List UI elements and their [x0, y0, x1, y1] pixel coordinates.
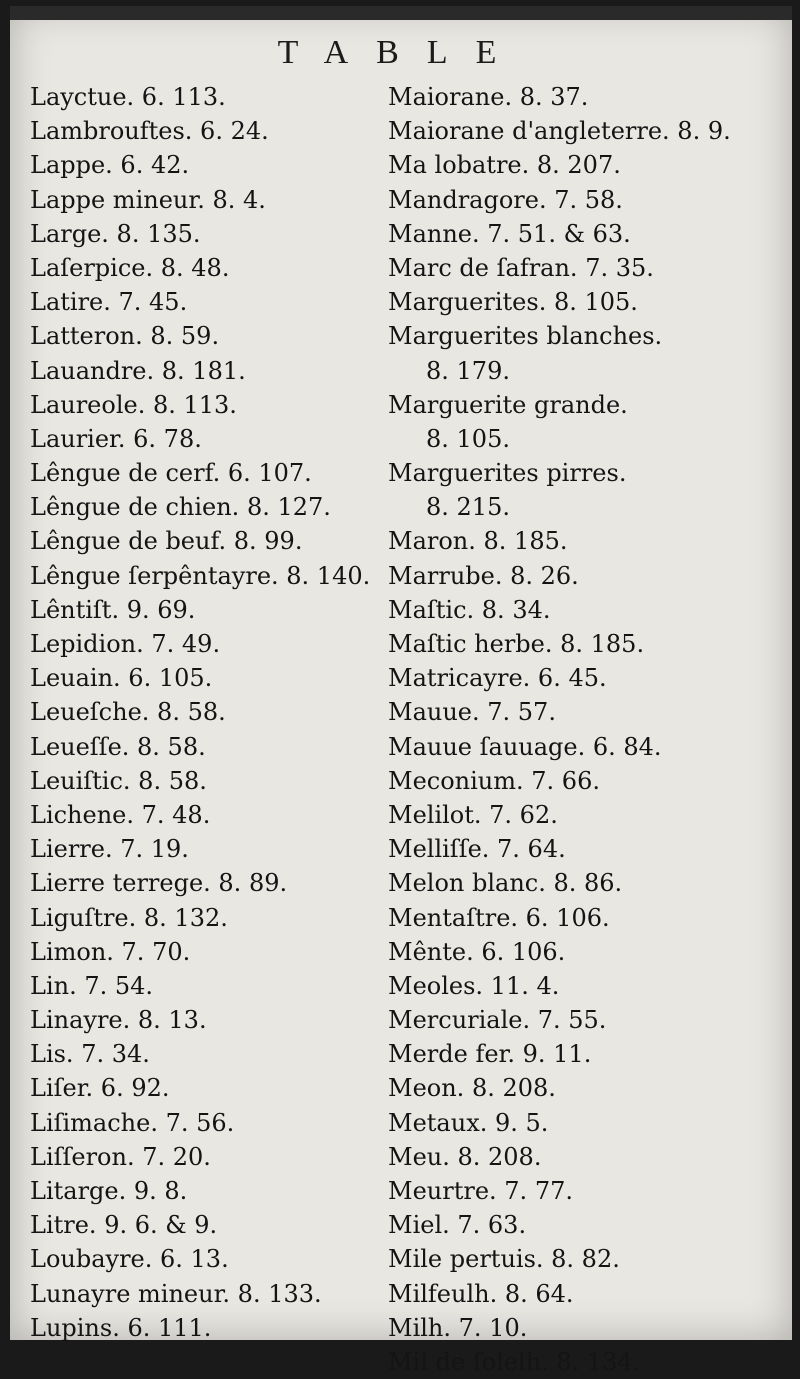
- index-entry: Maiorane. 8. 37.: [388, 83, 589, 111]
- index-entry: Lêngue ſerpêntayre. 8. 140.: [30, 561, 371, 590]
- index-entry: Loubayre. 6. 13.: [30, 1245, 229, 1274]
- index-entry-continuation: 8. 215.: [426, 493, 510, 522]
- index-entry: Matricayre. 6. 45.: [388, 664, 607, 693]
- index-entry: Mauue. 7. 57.: [388, 698, 556, 727]
- index-entry: Mandragore. 7. 58.: [388, 185, 623, 214]
- index-entry: Lêngue de cerf. 6. 107.: [30, 459, 312, 488]
- index-entry: Large. 8. 135.: [30, 219, 201, 248]
- index-entry: Laurier. 6. 78.: [30, 424, 202, 453]
- index-entry: Mile pertuis. 8. 82.: [388, 1245, 620, 1274]
- index-entry: Manne. 7. 51. & 63.: [388, 219, 631, 248]
- index-entry-continuation: 8. 179.: [426, 356, 510, 385]
- index-entry: Meurtre. 7. 77.: [388, 1177, 573, 1205]
- index-entry: Lin. 7. 54.: [30, 971, 154, 1000]
- index-entry: Meoles. 11. 4.: [388, 971, 560, 1000]
- index-entry: Maron. 8. 185.: [388, 527, 568, 556]
- index-entry: Milh. 7. 10.: [388, 1313, 528, 1342]
- index-column-right: [388, 80, 788, 1379]
- index-entry: Litarge. 9. 8.: [30, 1177, 188, 1205]
- index-entry: Mauue ſauuage. 6. 84.: [388, 732, 662, 761]
- index-entry: Meconium. 7. 66.: [388, 766, 600, 795]
- index-entry: Mercuriale. 7. 55.: [388, 1006, 607, 1035]
- index-entry: Melilot. 7. 62.: [388, 800, 558, 829]
- index-entry: Liſer. 6. 92.: [30, 1074, 170, 1103]
- index-entry: Melliſſe. 7. 64.: [388, 835, 566, 864]
- index-entry: Mil de ſolelh. 8. 134.: [388, 1347, 641, 1376]
- index-entry: Melon blanc. 8. 86.: [388, 869, 623, 898]
- index-entry: Mênte. 6. 106.: [388, 937, 566, 966]
- index-entry: Laureole. 8. 113.: [30, 390, 237, 419]
- index-entry: Meon. 8. 208.: [388, 1074, 556, 1103]
- index-entry: Marguerites. 8. 105.: [388, 288, 638, 317]
- index-entry: Layctue. 6. 113.: [30, 83, 226, 111]
- index-entry: Lappe. 6. 42.: [30, 151, 190, 180]
- book-page: [10, 6, 792, 1376]
- index-entry: Mentaſtre. 6. 106.: [388, 903, 610, 932]
- index-entry: Maiorane d'angleterre. 8. 9.: [388, 117, 731, 146]
- index-entry: Litre. 9. 6. & 9.: [30, 1211, 218, 1240]
- index-entry: Lierre terrege. 8. 89.: [30, 869, 288, 898]
- index-entry: Lêngue de chien. 8. 127.: [30, 493, 331, 522]
- index-entry: Liſſeron. 7. 20.: [30, 1142, 211, 1171]
- index-entry: Lêngue de beuf. 8. 99.: [30, 527, 303, 556]
- index-entry: Lichene. 7. 48.: [30, 800, 211, 829]
- index-entry-continuation: 8. 105.: [426, 424, 510, 453]
- index-entry: Linayre. 8. 13.: [30, 1006, 207, 1035]
- index-entry: Marguerites pirres.: [388, 459, 627, 488]
- index-entry: Latire. 7. 45.: [30, 288, 188, 317]
- index-entry: Marc de ſafran. 7. 35.: [388, 253, 654, 282]
- index-entry: Liguſtre. 8. 132.: [30, 903, 228, 932]
- index-entry: Meu. 8. 208.: [388, 1142, 542, 1171]
- index-entry: Marrube. 8. 26.: [388, 561, 579, 590]
- index-entry: Milfeulh. 8. 64.: [388, 1279, 574, 1308]
- index-entry: Lis. 7. 34.: [30, 1040, 150, 1069]
- index-entry: Laſerpice. 8. 48.: [30, 253, 230, 282]
- page-title: TABLE: [277, 34, 525, 71]
- index-entry: Ma lobatre. 8. 207.: [388, 151, 621, 180]
- index-entry: Latteron. 8. 59.: [30, 322, 220, 351]
- index-entry: Maſtic herbe. 8. 185.: [388, 630, 645, 658]
- index-entry: Lauandre. 8. 181.: [30, 356, 246, 385]
- index-entry: Lupins. 6. 111.: [30, 1313, 212, 1342]
- index-entry: Leuain. 6. 105.: [30, 664, 213, 693]
- index-column-left: [30, 80, 380, 1345]
- index-entry: Liſimache. 7. 56.: [30, 1108, 235, 1137]
- index-entry: Marguerites blanches.: [388, 322, 663, 351]
- index-entry: Maſtic. 8. 34.: [388, 595, 551, 624]
- index-entry: Lunayre mineur. 8. 133.: [30, 1279, 322, 1308]
- index-entry: Merde fer. 9. 11.: [388, 1040, 592, 1069]
- index-entry: Leuiſtic. 8. 58.: [30, 766, 207, 795]
- index-entry: Leueſſe. 8. 58.: [30, 732, 206, 761]
- index-entry: Marguerite grande.: [388, 390, 628, 419]
- index-entry: Limon. 7. 70.: [30, 937, 191, 966]
- index-entry: Lepidion. 7. 49.: [30, 630, 221, 658]
- index-entry: Lierre. 7. 19.: [30, 835, 189, 864]
- index-entry: Lêntiſt. 9. 69.: [30, 595, 196, 624]
- index-entry: Lappe mineur. 8. 4.: [30, 185, 266, 214]
- index-entry: Metaux. 9. 5.: [388, 1108, 549, 1137]
- index-entry: Miel. 7. 63.: [388, 1211, 527, 1240]
- index-entry: Leueſche. 8. 58.: [30, 698, 226, 727]
- index-entry: Lambrouftes. 6. 24.: [30, 117, 269, 146]
